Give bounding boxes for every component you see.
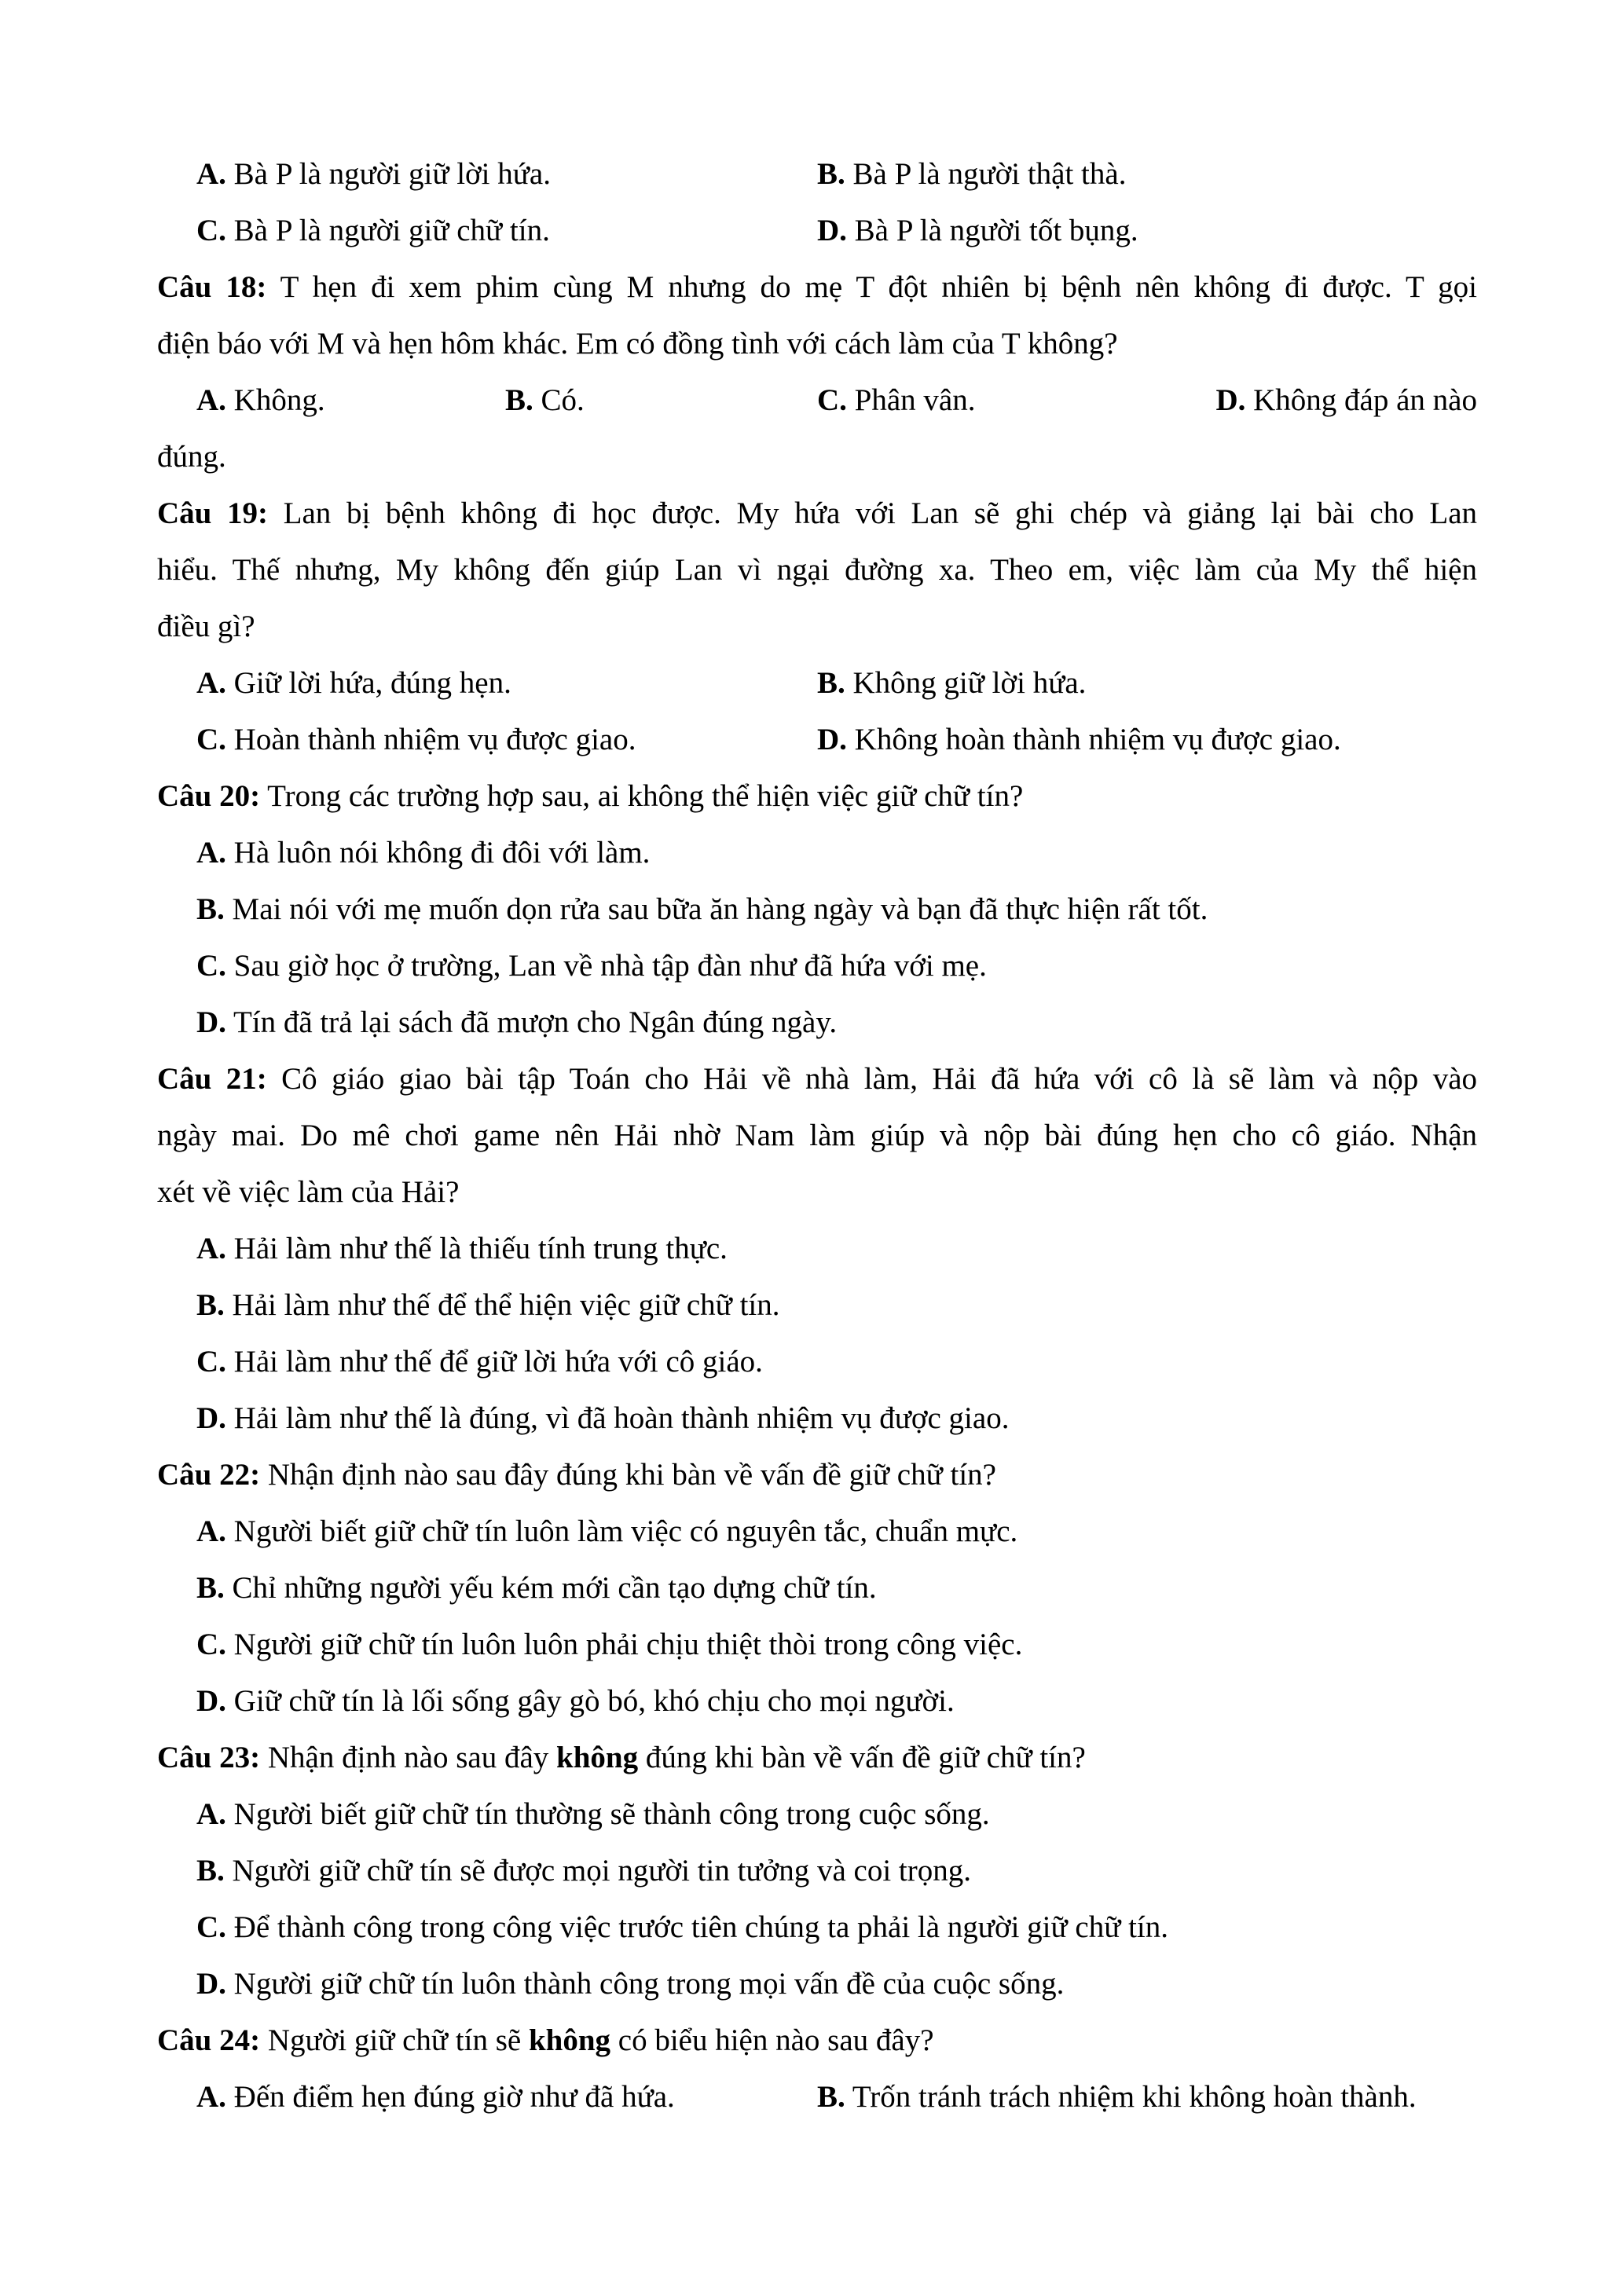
q19-question-line-2 [157, 542, 1477, 599]
question-text: Cô giáo giao bài tập Toán cho Hải về nhà làm, Hải đã hứa với cô là sẽ làm và nộp vào [281, 1062, 1478, 1096]
option-letter: B. [817, 2080, 845, 2114]
option-text: Sau giờ học ở trường, Lan về nhà tập đàn như đã hứa với mẹ. [233, 949, 987, 983]
option-letter: D. [196, 1005, 226, 1039]
option-letter: A. [196, 1797, 226, 1831]
option-text: Người giữ chữ tín luôn thành công trong mọi vấn đề của cuộc sống. [233, 1967, 1065, 2001]
option-text: Người giữ chữ tín sẽ được mọi người tin tưởng và coi trọng. [232, 1854, 971, 1888]
question-text: điện báo với M và hẹn hôm khác. Em có đồng tình với cách làm của T không? [157, 327, 1118, 361]
option-letter: D. [817, 214, 847, 247]
q22-option-a [157, 1503, 1516, 1560]
question-text: hiểu. Thế nhưng, My không đến giúp Lan vì ngại đường xa. Theo em, việc làm của My thể hiện [157, 553, 1477, 587]
option-text: Không. [233, 383, 325, 417]
q17-option-b [817, 146, 1126, 203]
option-letter: D. [196, 1684, 226, 1718]
option-text: Người giữ chữ tín luôn luôn phải chịu thiệt thòi trong công việc. [233, 1628, 1023, 1661]
q17-option-d [817, 203, 1138, 259]
option-letter: B. [196, 1571, 225, 1605]
option-text: Đến điểm hẹn đúng giờ như đã hứa. [233, 2080, 675, 2114]
option-text: Hải làm như thế để thể hiện việc giữ chữ tín. [232, 1288, 780, 1322]
option-text: Chỉ những người yếu kém mới cần tạo dựng chữ tín. [232, 1571, 877, 1605]
option-text: Bà P là người tốt bụng. [854, 214, 1138, 247]
question-label: Câu 23: [157, 1741, 261, 1774]
option-text: Bà P là người giữ lời hứa. [233, 157, 551, 191]
option-letter: C. [817, 383, 847, 417]
option-letter: A. [196, 666, 226, 700]
question-label: Câu 22: [157, 1458, 261, 1492]
q22-option-b [157, 1560, 1516, 1617]
question-emphasis: không [556, 1741, 639, 1774]
question-text: có biểu hiện nào sau đây? [618, 2023, 934, 2057]
option-letter: C. [196, 1345, 226, 1379]
q24-option-b [817, 2069, 1417, 2126]
question-label: Câu 24: [157, 2023, 261, 2057]
q18-question-line-2 [157, 316, 1477, 372]
q19-question-line-3 [157, 599, 1477, 655]
q20-option-a [157, 825, 1516, 881]
option-text: Giữ lời hứa, đúng hẹn. [233, 666, 511, 700]
question-label: Câu 20: [157, 779, 261, 813]
option-text: Hải làm như thế để giữ lời hứa với cô giáo. [233, 1345, 763, 1379]
q23-question [157, 1730, 1477, 1786]
option-letter: D. [817, 723, 847, 756]
q20-question [157, 768, 1477, 825]
option-letter: A. [196, 1232, 226, 1265]
option-text: Bà P là người giữ chữ tín. [233, 214, 550, 247]
q20-option-b [157, 881, 1516, 938]
question-text: đúng khi bàn về vấn đề giữ chữ tín? [645, 1741, 1086, 1774]
question-text: xét về việc làm của Hải? [157, 1175, 460, 1209]
option-letter: A. [196, 836, 226, 870]
question-label: Câu 19: [157, 496, 268, 530]
option-text: Có. [541, 383, 585, 417]
option-letter: D. [1215, 383, 1246, 417]
option-letter: B. [196, 892, 225, 926]
option-letter: B. [196, 1854, 225, 1888]
option-text: Không giữ lời hứa. [852, 666, 1087, 700]
q17-option-a [196, 146, 551, 203]
q23-option-a [157, 1786, 1516, 1843]
q24-options-row [157, 2069, 1477, 2126]
option-letter: A. [196, 1514, 226, 1548]
option-letter: A. [196, 383, 226, 417]
question-text: Nhận định nào sau đây đúng khi bàn về vấn đề giữ chữ tín? [267, 1458, 996, 1492]
q18-option-b [505, 372, 585, 429]
option-text: Người biết giữ chữ tín luôn làm việc có nguyên tắc, chuẩn mực. [233, 1514, 1018, 1548]
q21-question-line-2 [157, 1108, 1477, 1164]
question-emphasis: không [528, 2023, 611, 2057]
option-letter: B. [505, 383, 533, 417]
q22-option-c [157, 1617, 1516, 1673]
option-text: Mai nói với mẹ muốn dọn rửa sau bữa ăn hàng ngày và bạn đã thực hiện rất tốt. [232, 892, 1208, 926]
q19-option-d [817, 712, 1341, 768]
q21-option-c [157, 1334, 1516, 1390]
q22-option-d [157, 1673, 1516, 1730]
option-letter: C. [196, 723, 226, 756]
option-letter: B. [817, 666, 845, 700]
question-label: Câu 18: [157, 270, 267, 304]
q21-option-d [157, 1390, 1516, 1447]
option-text: Tín đã trả lại sách đã mượn cho Ngân đúng ngày. [233, 1005, 838, 1039]
question-text: Lan bị bệnh không đi học được. My hứa với Lan sẽ ghi chép và giảng lại bài cho Lan [283, 496, 1477, 530]
q19-option-a [196, 655, 511, 712]
q18-option-d [1215, 372, 1477, 429]
question-text: ngày mai. Do mê chơi game nên Hải nhờ Nam làm giúp và nộp bài đúng hẹn cho cô giáo. Nhận [157, 1119, 1477, 1152]
option-text: Không đáp án nào [1253, 383, 1477, 417]
q18-option-c [817, 372, 975, 429]
q23-option-d [157, 1956, 1516, 2012]
q19-options-row-1 [157, 655, 1477, 712]
q17-options-row-2 [157, 203, 1477, 259]
question-text: T hẹn đi xem phim cùng M nhưng do mẹ T đột nhiên bị bệnh nên không đi được. T gọi [280, 270, 1478, 304]
option-text: đúng. [157, 440, 226, 474]
q20-option-d [157, 994, 1516, 1051]
option-letter: A. [196, 2080, 226, 2114]
q23-option-c [157, 1899, 1516, 1956]
option-letter: C. [196, 214, 226, 247]
option-letter: C. [196, 1628, 226, 1661]
q20-option-c [157, 938, 1516, 994]
option-text: Hoàn thành nhiệm vụ được giao. [233, 723, 636, 756]
question-text: Nhận định nào sau đây [267, 1741, 549, 1774]
q18-options-row [157, 372, 1477, 429]
option-text: Hải làm như thế là thiếu tính trung thực. [233, 1232, 728, 1265]
q17-option-c [196, 203, 550, 259]
option-letter: B. [817, 157, 845, 191]
question-label: Câu 21: [157, 1062, 267, 1096]
option-text: Để thành công trong công việc trước tiên chúng ta phải là người giữ chữ tín. [233, 1910, 1169, 1944]
q18-question-line-1 [157, 259, 1477, 316]
option-text: Hà luôn nói không đi đôi với làm. [233, 836, 651, 870]
q19-question-line-1 [157, 485, 1477, 542]
q21-option-a [157, 1221, 1516, 1277]
option-text: Giữ chữ tín là lối sống gây gò bó, khó chịu cho mọi người. [233, 1684, 955, 1718]
q24-option-a [196, 2069, 675, 2126]
question-text: Người giữ chữ tín sẽ [267, 2023, 522, 2057]
q19-option-c [196, 712, 636, 768]
option-letter: B. [196, 1288, 225, 1322]
q18-option-d-continued [157, 429, 1477, 485]
question-text: điều gì? [157, 610, 255, 643]
option-letter: C. [196, 1910, 226, 1944]
option-text: Phân vân. [854, 383, 976, 417]
option-letter: D. [196, 1967, 226, 2001]
q22-question [157, 1447, 1477, 1503]
option-text: Người biết giữ chữ tín thường sẽ thành công trong cuộc sống. [233, 1797, 990, 1831]
q18-option-a [196, 372, 325, 429]
q21-option-b [157, 1277, 1516, 1334]
q23-option-b [157, 1843, 1516, 1899]
option-text: Bà P là người thật thà. [852, 157, 1127, 191]
option-text: Trốn tránh trách nhiệm khi không hoàn thành. [852, 2080, 1417, 2114]
q24-question [157, 2012, 1477, 2069]
q21-question-line-3 [157, 1164, 1477, 1221]
option-letter: C. [196, 949, 226, 983]
option-letter: D. [196, 1401, 226, 1435]
question-text: Trong các trường hợp sau, ai không thể hiện việc giữ chữ tín? [267, 779, 1024, 813]
option-text: Không hoàn thành nhiệm vụ được giao. [854, 723, 1341, 756]
q19-options-row-2 [157, 712, 1477, 768]
q19-option-b [817, 655, 1086, 712]
option-text: Hải làm như thế là đúng, vì đã hoàn thành nhiệm vụ được giao. [233, 1401, 1010, 1435]
option-letter: A. [196, 157, 226, 191]
q21-question-line-1 [157, 1051, 1477, 1108]
q17-options-row-1 [157, 146, 1477, 203]
